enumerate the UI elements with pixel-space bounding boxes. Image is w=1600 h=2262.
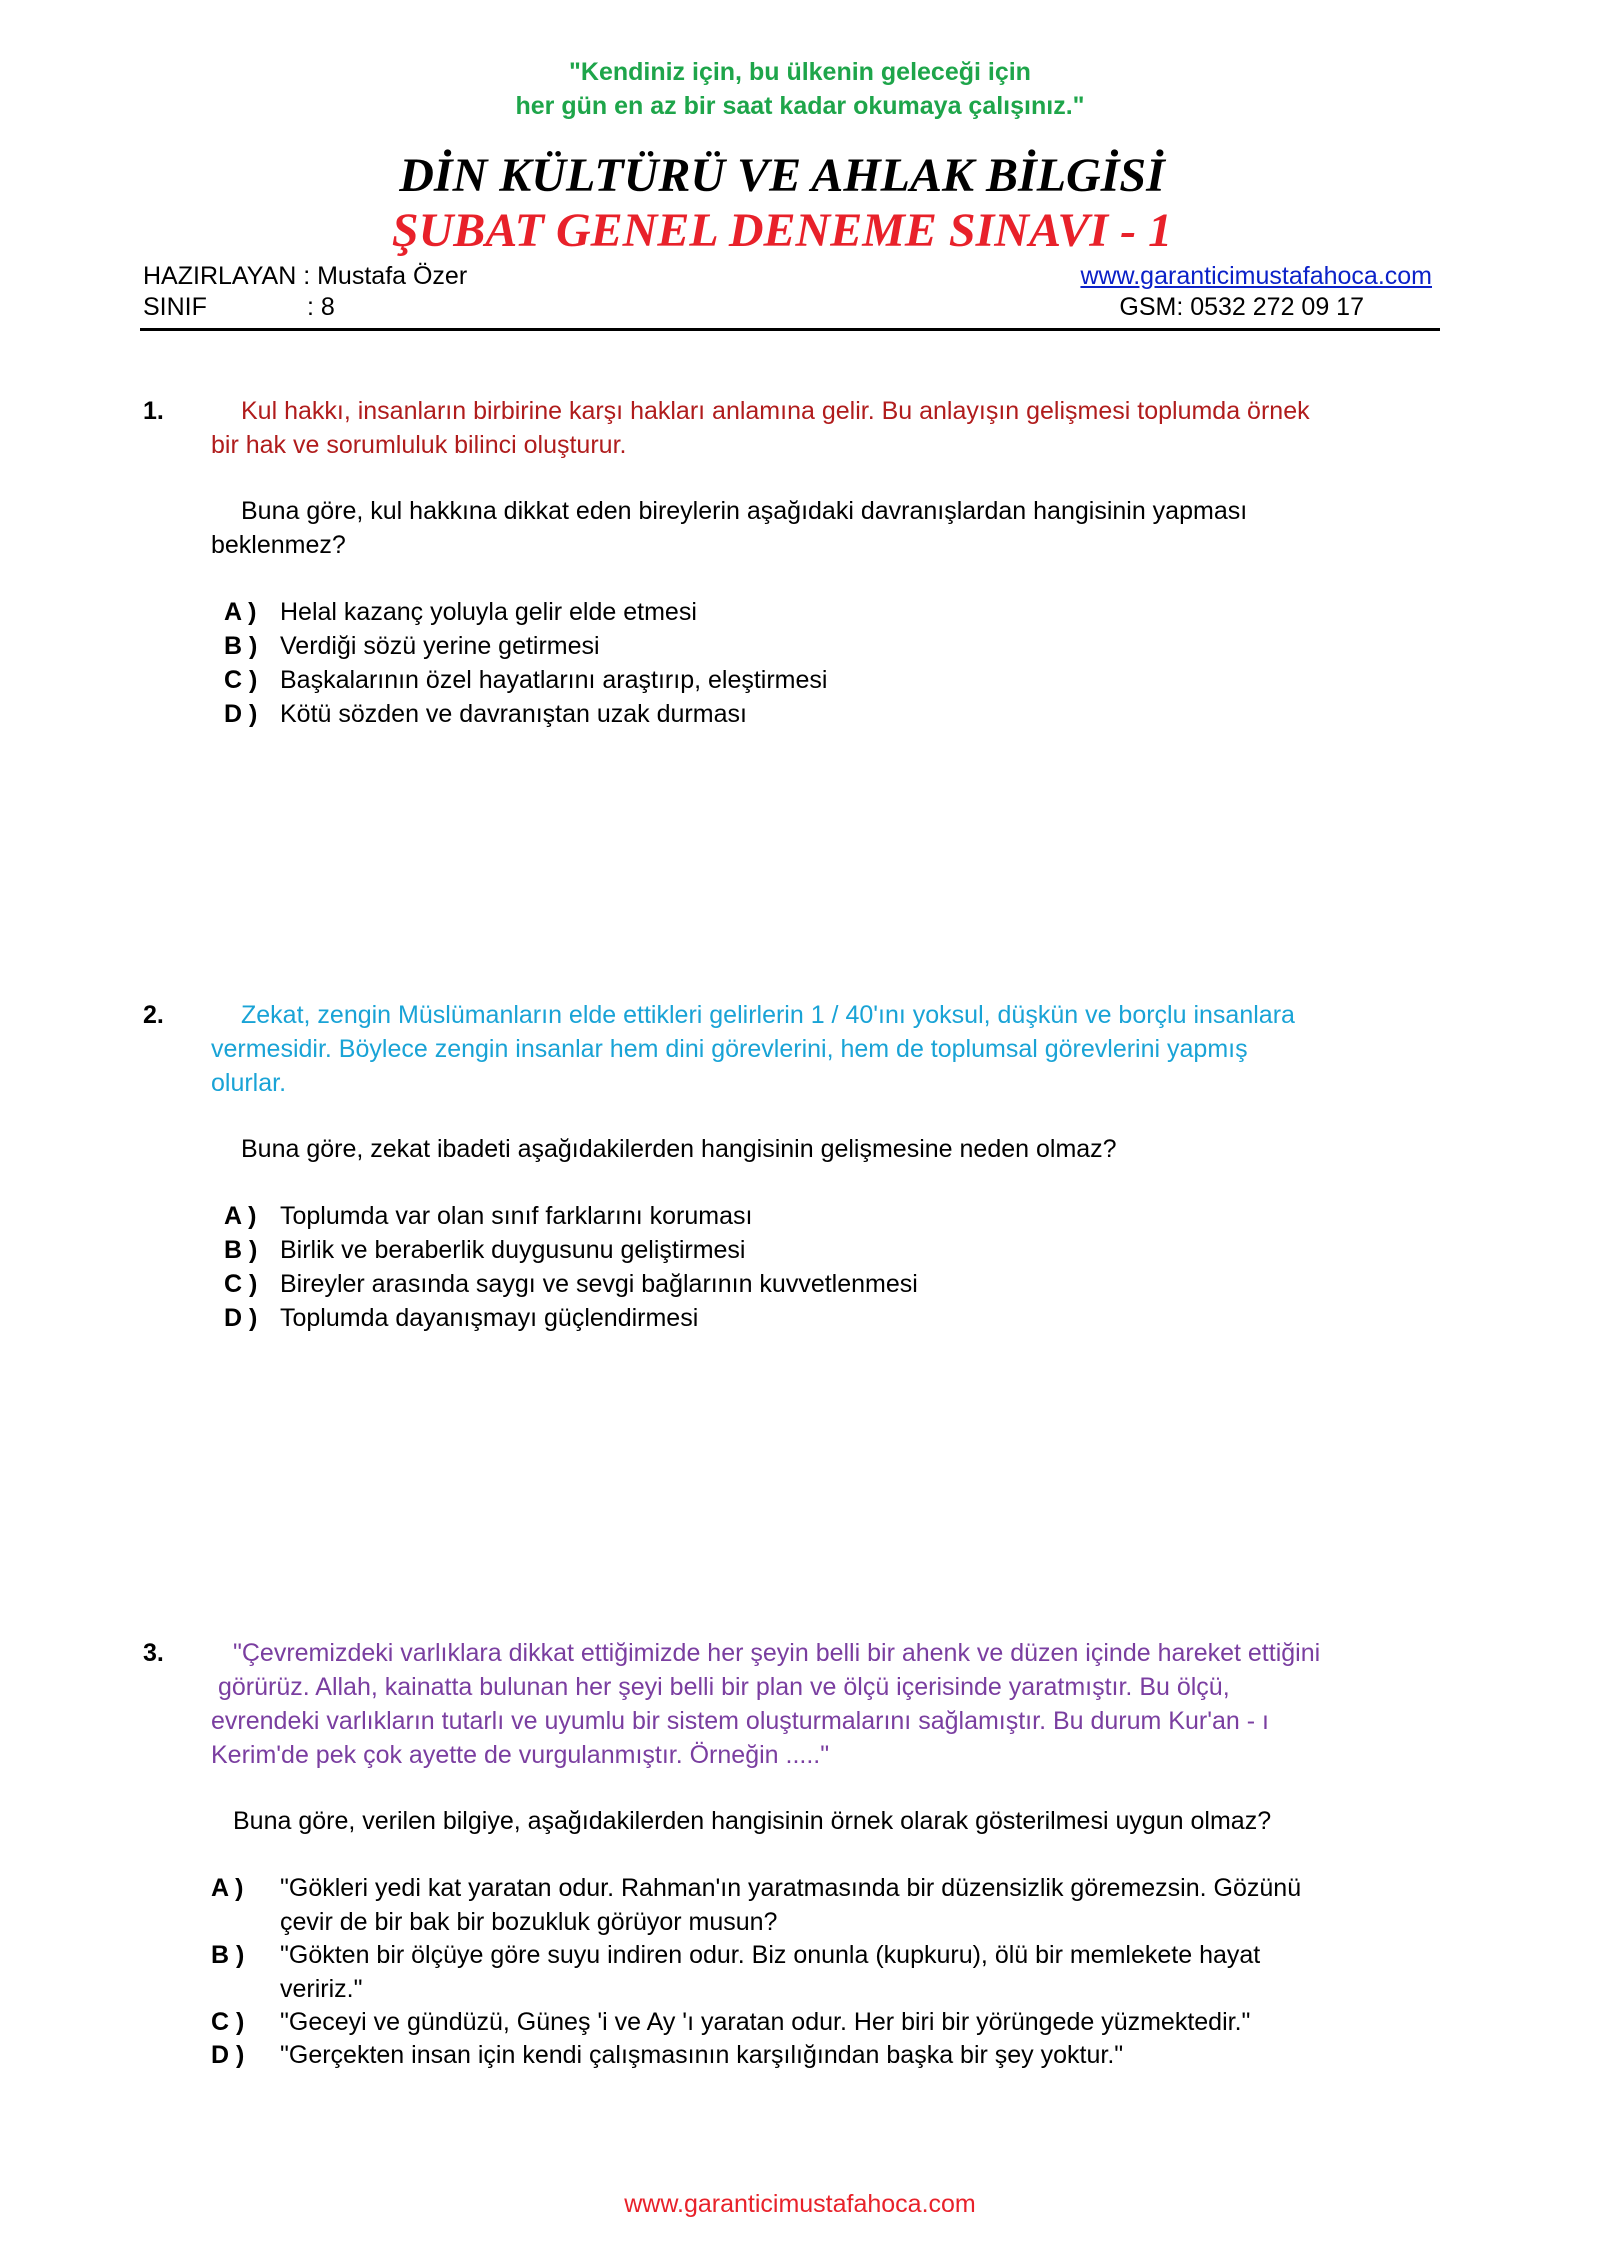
prepared-by: HAZIRLAYAN : Mustafa Özer: [143, 262, 468, 290]
option-label: D ): [224, 700, 258, 728]
passage-line: Zekat, zengin Müslümanların elde ettikleri gelirlerin 1 / 40'ını yoksul, düşkün ve borçlu insanlara: [241, 1001, 1295, 1029]
option-label: C ): [224, 666, 258, 694]
passage-line: olurlar.: [211, 1069, 287, 1097]
phone-number: GSM: 0532 272 09 17: [1119, 293, 1364, 321]
passage-line: Kul hakkı, insanların birbirine karşı hakları anlamına gelir. Bu anlayışın gelişmesi toplumda örnek: [241, 397, 1310, 425]
option-label: D ): [211, 2041, 245, 2069]
option-text: Kötü sözden ve davranıştan uzak durması: [280, 700, 747, 728]
question-number: 2.: [143, 1001, 164, 1029]
question-prompt: Buna göre, kul hakkına dikkat eden bireylerin aşağıdaki davranışlardan hangisinin yapması: [241, 497, 1248, 525]
passage-line: Kerim'de pek çok ayette de vurgulanmıştır. Örneğin .....": [211, 1741, 830, 1769]
website-link[interactable]: www.garanticimustafahoca.com: [1080, 262, 1432, 290]
option-text: Toplumda var olan sınıf farklarını koruması: [280, 1202, 753, 1230]
option-text: "Gerçekten insan için kendi çalışmasının karşılığından başka bir şey yoktur.": [280, 2041, 1124, 2069]
question-prompt: Buna göre, zekat ibadeti aşağıdakilerden hangisinin gelişmesine neden olmaz?: [241, 1135, 1117, 1163]
option-label: A ): [224, 598, 257, 626]
option-text: "Gökleri yedi kat yaratan odur. Rahman'ın yaratmasında bir düzensizlik göremezsin. Gözünü: [280, 1874, 1302, 1902]
option-label: B ): [211, 1941, 245, 1969]
question-prompt: beklenmez?: [211, 531, 346, 559]
option-text: Başkalarının özel hayatlarını araştırıp, eleştirmesi: [280, 666, 828, 694]
motto-line-2: her gün en az bir saat kadar okumaya çalışınız.": [515, 92, 1085, 120]
question-number: 3.: [143, 1639, 164, 1667]
footer-website[interactable]: www.garanticimustafahoca.com: [624, 2190, 976, 2218]
option-text: Helal kazanç yoluyla gelir elde etmesi: [280, 598, 697, 626]
passage-line: vermesidir. Böylece zengin insanlar hem dini görevlerini, hem de toplumsal görevlerini yapmış: [211, 1035, 1248, 1063]
option-text: "Geceyi ve gündüzü, Güneş 'i ve Ay 'ı yaratan odur. Her biri bir yörüngede yüzmektedir.": [280, 2008, 1251, 2036]
option-text: Bireyler arasında saygı ve sevgi bağlarının kuvvetlenmesi: [280, 1270, 918, 1298]
motto-line-1: "Kendiniz için, bu ülkenin geleceği için: [569, 58, 1031, 86]
option-label: C ): [211, 2008, 245, 2036]
class-label: SINIF: [143, 293, 207, 321]
page-subtitle: ŞUBAT GENEL DENEME SINAVI - 1: [391, 204, 1173, 257]
option-label: C ): [224, 1270, 258, 1298]
option-text: "Gökten bir ölçüye göre suyu indiren odur. Biz onunla (kupkuru), ölü bir memlekete hayat: [280, 1941, 1261, 1969]
passage-line: görürüz. Allah, kainatta bulunan her şeyi belli bir plan ve ölçü içerisinde yaratmıştır. Bu ölçü,: [218, 1673, 1230, 1701]
passage-line: bir hak ve sorumluluk bilinci oluşturur.: [211, 431, 627, 459]
option-text: veririz.": [280, 1975, 363, 2003]
option-label: A ): [224, 1202, 257, 1230]
header-divider: [140, 328, 1440, 331]
question-prompt: Buna göre, verilen bilgiye, aşağıdakilerden hangisinin örnek olarak gösterilmesi uygun olmaz?: [233, 1807, 1272, 1835]
option-text: Verdiği sözü yerine getirmesi: [280, 632, 600, 660]
option-label: B ): [224, 1236, 258, 1264]
option-text: Toplumda dayanışmayı güçlendirmesi: [280, 1304, 699, 1332]
option-label: A ): [211, 1874, 244, 1902]
option-label: D ): [224, 1304, 258, 1332]
option-text: çevir de bir bak bir bozukluk görüyor musun?: [280, 1908, 778, 1936]
page-title: DİN KÜLTÜRÜ VE AHLAK BİLGİSİ: [399, 149, 1165, 202]
question-number: 1.: [143, 397, 164, 425]
passage-line: "Çevremizdeki varlıklara dikkat ettiğimizde her şeyin belli bir ahenk ve düzen içinde hareket ettiğini: [233, 1639, 1321, 1667]
class-value: : 8: [307, 293, 335, 321]
passage-line: evrendeki varlıkların tutarlı ve uyumlu bir sistem oluşturmalarını sağlamıştır. Bu durum Kur'an - ı: [211, 1707, 1269, 1735]
option-label: B ): [224, 632, 258, 660]
option-text: Birlik ve beraberlik duygusunu geliştirmesi: [280, 1236, 746, 1264]
